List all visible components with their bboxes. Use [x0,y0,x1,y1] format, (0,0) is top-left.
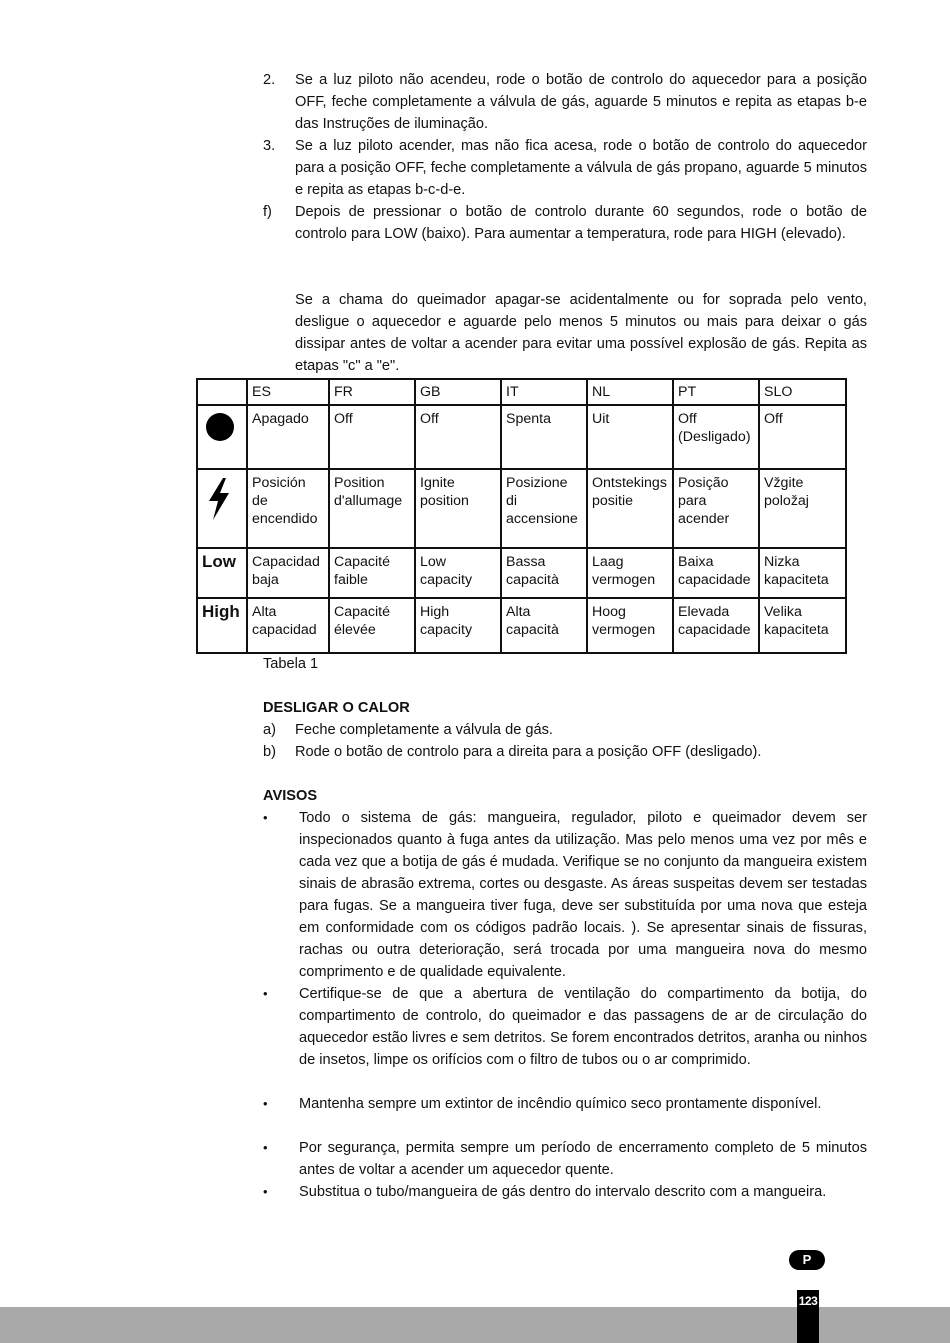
table-cell: Ontstekings positie [587,469,673,548]
warning-text: Certifique-se de que a abertura de ventilação do compartimento da botija, do compartimento de controlo, do queimador e das passagens de ar de circulação do aquecedor estão livres e sem detritos. Se forem encontrados detritos, aranha ou ninhos de insetos, limpe os orifícios com o filtro de tubos ou o ar comprimido. [299,986,867,1068]
table-cell: Alta capacità [501,598,587,653]
table-symbol-cell [197,469,247,548]
table-header-cell: FR [329,379,415,405]
table-symbol-cell [197,405,247,469]
table-cell: Baixa capacidade [673,548,759,598]
table-cell: Bassa capacità [501,548,587,598]
warning-item [263,1093,867,1137]
table-cell: High capacity [415,598,501,653]
table-cell: Vžgite položaj [759,469,846,548]
warning-text: Mantenha sempre um extintor de incêndio químico seco prontamente disponível. [299,1096,822,1112]
table-cell: Off [329,405,415,469]
table-header-row [197,379,846,405]
table-header-cell: GB [415,379,501,405]
language-badge: P [789,1250,825,1270]
table-cell: Posición de encendido [247,469,329,548]
table-row [197,469,846,548]
table-cell: Off [415,405,501,469]
warning-text: Por segurança, permita sempre um período de encerramento completo de 5 minutos antes de voltar a acender um aquecedor quente. [299,1140,867,1178]
step-text: Depois de pressionar o botão de controlo durante 60 segundos, rode o botão de controlo para LOW (baixo). Para aumentar a temperatura, rode para HIGH (elevado). [295,204,867,242]
shutdown-step-a [263,719,867,741]
step-3 [263,135,867,201]
table-header-cell: NL [587,379,673,405]
step-text: Se a luz piloto acender, mas não fica acesa, rode o botão de controlo do aquecedor para a posição OFF, feche completamente a válvula de gás propano, aguarde 5 minutos e repita as etapas b-c-d-e. [295,138,867,198]
table-cell: Low capacity [415,548,501,598]
table-corner-cell [197,379,247,405]
step-text: Feche completamente a válvula de gás. [295,722,553,738]
step-f [263,201,867,267]
language-table [196,378,847,654]
bullet-marker: • [263,1184,268,1199]
table-cell: Posizione di accensione [501,469,587,548]
high-label: High [197,598,247,653]
table-row [197,548,846,598]
warning-paragraph: Se a chama do queimador apagar-se acidentalmente ou for soprada pelo vento, desligue o aquecedor e aguarde pelo menos 5 minutos ou mais para deixar o gás dissipar antes de voltar a acender para evitar uma possível explosão de gás. Repita as etapas "c" a "e". [295,292,867,374]
table-cell: Laag vermogen [587,548,673,598]
table-cell: Capacité élevée [329,598,415,653]
table-cell: Velika kapaciteta [759,598,846,653]
bullet-marker: • [263,1140,268,1155]
low-label: Low [197,548,247,598]
step-label: a) [263,722,276,738]
bullet-marker: • [263,1096,268,1111]
off-circle-icon [206,413,234,441]
table-cell: Hoog vermogen [587,598,673,653]
table-cell: Spenta [501,405,587,469]
warning-text: Substitua o tubo/mangueira de gás dentro do intervalo descrito com a mangueira. [299,1184,827,1200]
table-row [197,598,846,653]
table-cell: Off [759,405,846,469]
table-header-cell: SLO [759,379,846,405]
page-number: 123 [798,1294,818,1308]
warnings-heading: AVISOS [263,788,318,804]
table-cell: Uit [587,405,673,469]
step-text: Rode o botão de controlo para a direita para a posição OFF (desligado). [295,744,762,760]
table-cell: Alta capacidad [247,598,329,653]
table-cell: Ignite position [415,469,501,548]
table-header-cell: PT [673,379,759,405]
step-label: f) [263,204,272,220]
warning-item [263,807,867,983]
warning-item [263,1181,867,1225]
table-cell: Capacidad baja [247,548,329,598]
shutdown-heading: DESLIGAR O CALOR [263,700,410,716]
step-label: b) [263,744,276,760]
bullet-marker: • [263,810,268,825]
warning-item [263,983,867,1093]
table-caption: Tabela 1 [263,656,319,672]
ignite-bolt-icon [206,478,232,520]
table-cell: Position d'allumage [329,469,415,548]
bullet-marker: • [263,986,268,1001]
shutdown-step-b [263,741,867,763]
table-cell: Nizka kapaciteta [759,548,846,598]
table-header-cell: IT [501,379,587,405]
warning-item [263,1137,867,1181]
table-cell: Posição para acender [673,469,759,548]
table-cell: Off (Desligado) [673,405,759,469]
table-cell: Capacité faible [329,548,415,598]
step-label: 2. [263,72,276,88]
table-cell: Elevada capacidade [673,598,759,653]
warning-text: Todo o sistema de gás: mangueira, regulador, piloto e queimador devem ser inspecionados quanto à fuga antes da utilização. Mas pelo menos uma vez por mês e cada vez que a botija de gás é mudada. Verifique se no conjunto da mangueira existem sinais de abrasão extrema, cortes ou desgaste. As áreas suspeitas devem ser testadas para fugas. Se a mangueira tiver fuga, deve ser substituída por uma nova que esteja em conformidade com os códigos padrão locais. ). Se apresentar sinais de fissuras, rachas ou outra deterioração, será trocada por uma mangueira nova do mesmo comprimento e de qualidade equivalente. [299,810,867,980]
table-header-cell: ES [247,379,329,405]
step-label: 3. [263,138,276,154]
table-row [197,405,846,469]
step-text: Se a luz piloto não acendeu, rode o botão de controlo do aquecedor para a posição OFF, feche completamente a válvula de gás, aguarde 5 minutos e repita as etapas b-e das Instruções de iluminação. [295,72,867,132]
step-2 [263,69,867,135]
table-cell: Apagado [247,405,329,469]
